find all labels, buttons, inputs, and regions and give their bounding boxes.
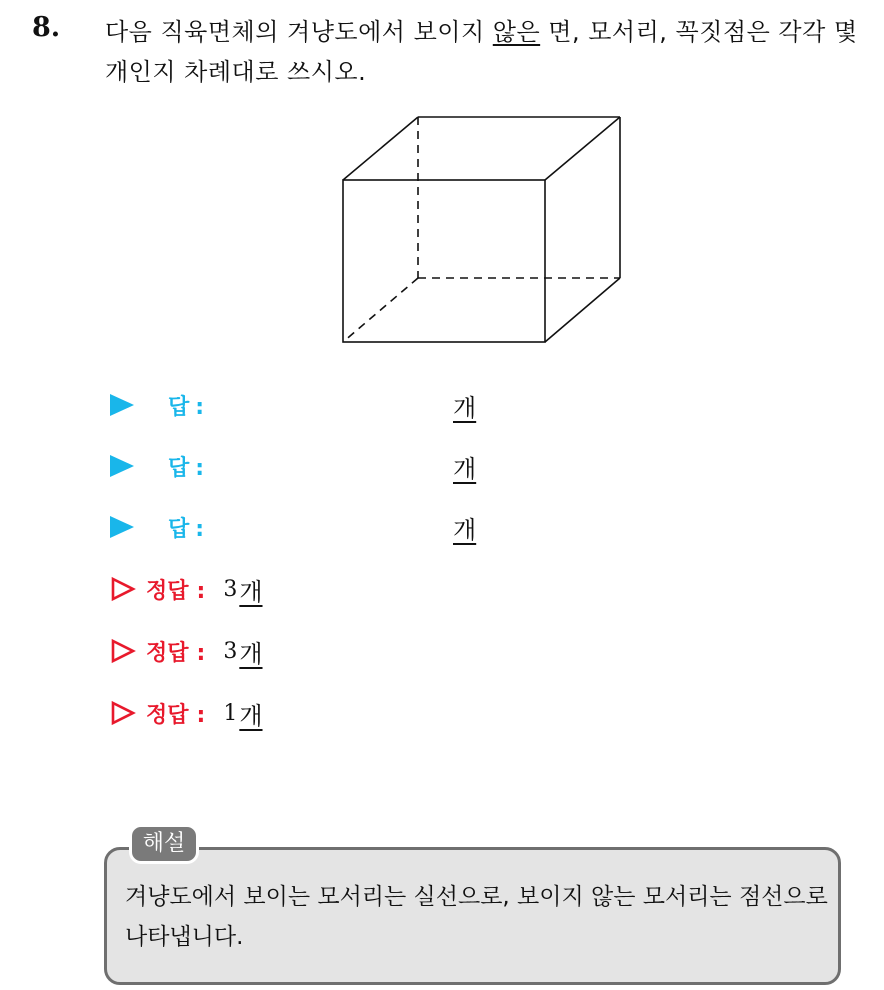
question-text-part1: 다음 직육면체의 겨냥도에서 보이지 <box>105 18 493 46</box>
correct-unit: 개 <box>239 639 263 668</box>
answer-row-2 <box>110 446 204 486</box>
correct-row-3 <box>110 693 263 733</box>
question-text-part2: 면, 모서리, 꼭짓점은 각각 몇 개인지 차례대로 쓰시오. <box>105 18 858 86</box>
correct-value: 3 <box>223 576 238 602</box>
top-right-edge <box>545 117 620 180</box>
answer-row-3 <box>110 507 204 547</box>
answer-unit-3: 개 <box>453 516 477 544</box>
right-bottom-edge <box>545 278 620 342</box>
answer-label: 답 : <box>168 516 205 542</box>
correct-label: 정답 : <box>146 578 206 604</box>
answer-unit-2: 개 <box>453 455 477 483</box>
explanation-text: 겨냥도에서 보이는 모서리는 실선으로, 보이지 않는 모서리는 점선으로 나타냅니다. <box>125 884 828 950</box>
correct-value: 1 <box>223 700 238 726</box>
hidden-bottom-left-edge <box>343 278 418 342</box>
correct-value: 3 <box>223 638 238 664</box>
correct-unit: 개 <box>239 577 263 606</box>
answer-arrow-icon <box>110 455 134 477</box>
question-number: 8. <box>32 12 61 43</box>
question-text <box>105 12 875 92</box>
correct-row-2 <box>110 631 263 671</box>
cuboid-projection-diagram <box>330 108 630 348</box>
answer-label: 답 : <box>168 394 205 420</box>
outline-triangle-icon <box>110 576 136 602</box>
front-face <box>343 180 545 342</box>
outline-triangle-icon <box>110 700 136 726</box>
answer-unit-1: 개 <box>453 394 477 422</box>
correct-label: 정답 : <box>146 640 206 666</box>
outline-triangle-icon <box>110 638 136 664</box>
explanation-tag: 해설 <box>129 824 199 864</box>
answer-arrow-icon <box>110 394 134 416</box>
answer-arrow-icon <box>110 516 134 538</box>
answer-row-1 <box>110 385 204 425</box>
correct-unit: 개 <box>239 701 263 730</box>
correct-label: 정답 : <box>146 702 206 728</box>
question-text-underlined: 않은 <box>492 18 541 46</box>
correct-row-1 <box>110 569 263 609</box>
cuboid-figure <box>330 108 630 348</box>
answer-label: 답 : <box>168 455 205 481</box>
top-left-edge <box>343 117 418 180</box>
